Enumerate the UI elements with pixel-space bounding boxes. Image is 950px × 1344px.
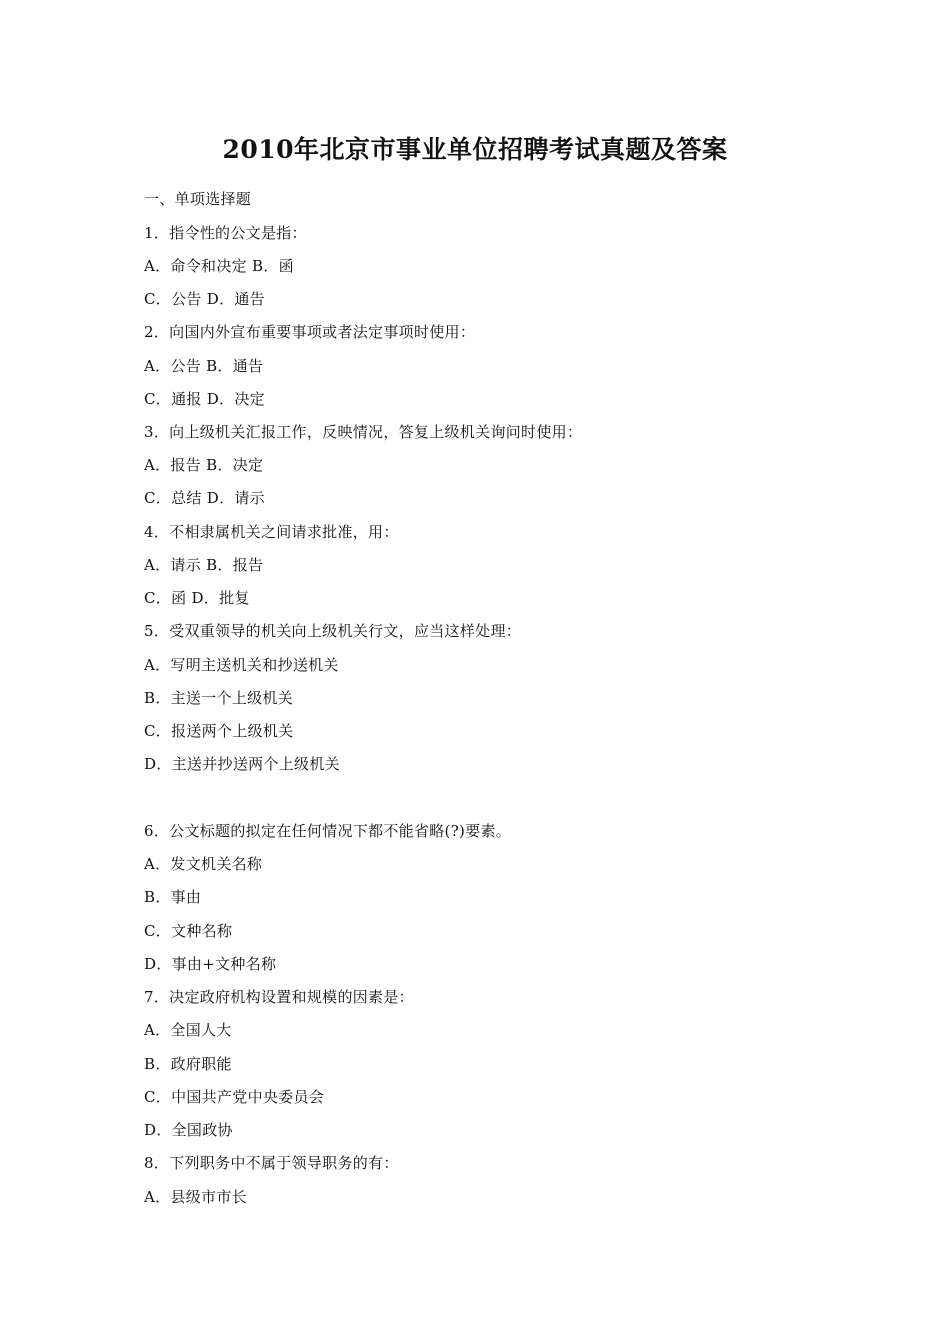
- question-option: C．总结 D．请示: [144, 489, 265, 507]
- question-option: A．全国人大: [144, 1021, 232, 1039]
- question-option: A．写明主送机关和抄送机关: [144, 656, 339, 674]
- question-stem: 1．指令性的公文是指：: [144, 224, 307, 242]
- question-option: B．事由: [144, 888, 202, 906]
- question-option: A．发文机关名称: [144, 855, 263, 873]
- question-option: A．命令和决定 B．函: [144, 257, 294, 275]
- question-option: B．主送一个上级机关: [144, 689, 294, 707]
- question-option: C．通报 D．决定: [144, 390, 265, 408]
- question-option: B．政府职能: [144, 1055, 232, 1073]
- question-option: A．公告 B．通告: [144, 357, 264, 375]
- question-option: D．主送并抄送两个上级机关: [144, 755, 340, 773]
- question-option: A．请示 B．报告: [144, 556, 264, 574]
- question-stem: 6．公文标题的拟定在任何情况下都不能省略(?)要素。: [144, 822, 512, 840]
- question-stem: 8．下列职务中不属于领导职务的有：: [144, 1154, 399, 1172]
- question-option: C．公告 D．通告: [144, 290, 265, 308]
- question-option: A．县级市市长: [144, 1188, 247, 1206]
- question-option: A．报告 B．决定: [144, 456, 264, 474]
- document-title: 2010年北京市事业单位招聘考试真题及答案: [222, 135, 728, 164]
- section-heading: 一、单项选择题: [144, 190, 252, 208]
- question-stem: 7．决定政府机构设置和规模的因素是：: [144, 988, 414, 1006]
- question-option: C．报送两个上级机关: [144, 722, 294, 740]
- question-stem: 4．不相隶属机关之间请求批准，用：: [144, 523, 399, 541]
- question-stem: 2．向国内外宣布重要事项或者法定事项时使用：: [144, 323, 476, 341]
- question-stem: 3．向上级机关汇报工作，反映情况，答复上级机关询问时使用：: [144, 423, 583, 441]
- question-option: D．全国政协: [144, 1121, 233, 1139]
- question-option: C．函 D．批复: [144, 589, 250, 607]
- question-option: D．事由+文种名称: [144, 955, 277, 973]
- question-option: C．文种名称: [144, 922, 233, 940]
- question-stem: 5．受双重领导的机关向上级机关行文，应当这样处理：: [144, 622, 522, 640]
- question-option: C．中国共产党中央委员会: [144, 1088, 325, 1106]
